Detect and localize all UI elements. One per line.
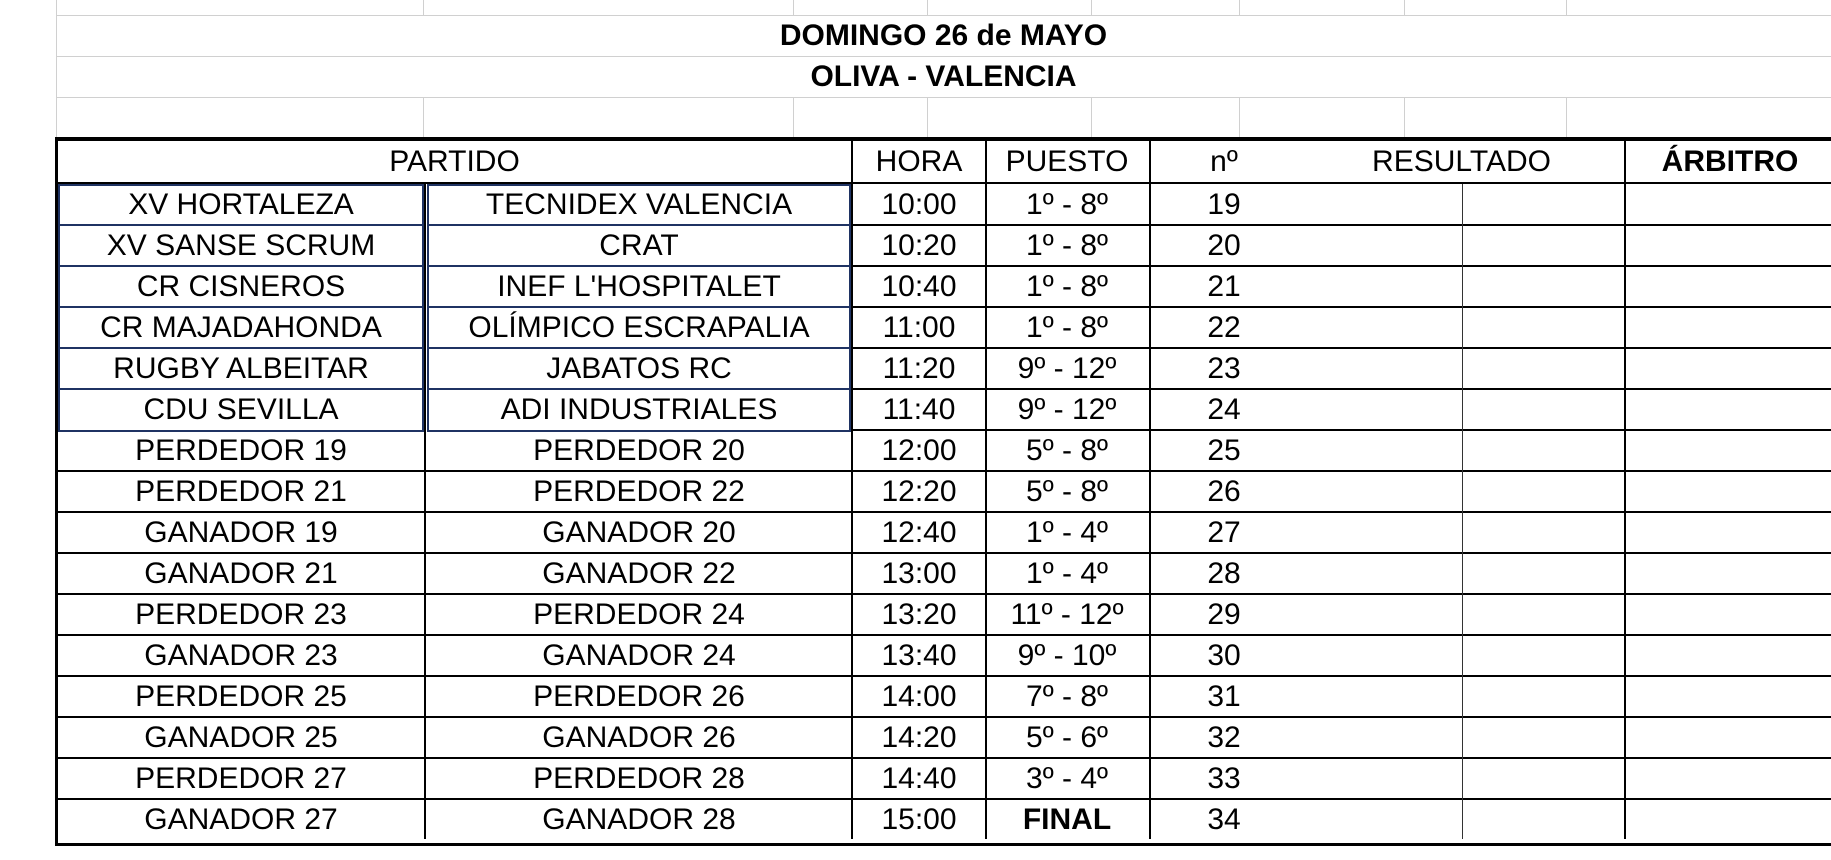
team-row-divider [58,388,424,390]
position-cell: 1º - 8º [1026,188,1108,221]
referee-cell[interactable] [1626,348,1831,389]
position-cell: 7º - 8º [1026,680,1108,713]
referee-cell[interactable] [1626,758,1831,799]
header-numero: nº [1210,145,1238,178]
result-away-cell[interactable] [1463,184,1624,225]
referee-cell[interactable] [1626,717,1831,758]
table-header-row [58,141,1831,182]
team-row-divider [58,347,424,349]
home-team-cell: RUGBY ALBEITAR [113,352,369,385]
referee-cell[interactable] [1626,635,1831,676]
position-cell: 9º - 12º [1017,352,1117,385]
result-home-cell[interactable] [1299,307,1463,348]
match-number-cell: 22 [1207,311,1241,344]
away-team-cell: PERDEDOR 20 [533,434,745,467]
result-away-cell[interactable] [1463,635,1624,676]
position-cell: 1º - 8º [1026,270,1108,303]
table-row [58,430,1831,471]
away-team-cell: GANADOR 28 [542,803,736,836]
result-home-cell[interactable] [1299,594,1463,635]
time-cell: 12:20 [881,475,957,508]
home-team-cell: CR CISNEROS [136,270,346,303]
team-row-divider [427,347,851,349]
result-home-cell[interactable] [1299,553,1463,594]
home-team-cell: PERDEDOR 19 [135,434,347,467]
result-away-cell[interactable] [1463,348,1624,389]
referee-cell[interactable] [1626,594,1831,635]
team-row-divider [427,265,851,267]
match-number-cell: 33 [1207,762,1241,795]
away-team-cell: GANADOR 24 [542,639,736,672]
header-partido: PARTIDO [389,145,520,178]
header-hora: HORA [875,145,963,178]
away-team-cell: GANADOR 22 [542,557,736,590]
referee-cell[interactable] [1626,553,1831,594]
match-number-cell: 24 [1207,393,1241,426]
time-cell: 10:40 [881,270,957,303]
time-cell: 13:00 [881,557,957,590]
referee-cell[interactable] [1626,799,1831,840]
match-number-cell: 27 [1207,516,1241,549]
result-away-cell[interactable] [1463,266,1624,307]
home-team-cell: CR MAJADAHONDA [100,311,382,344]
result-away-cell[interactable] [1463,553,1624,594]
referee-cell[interactable] [1626,389,1831,430]
away-team-cell: JABATOS RC [546,352,732,385]
time-cell: 12:00 [881,434,957,467]
result-home-cell[interactable] [1299,635,1463,676]
time-cell: 11:40 [882,393,956,426]
home-teams-box [58,184,424,432]
resultado-divider [1624,141,1626,839]
match-number-cell: 31 [1207,680,1241,713]
match-number-cell: 28 [1207,557,1241,590]
table-row [58,635,1831,676]
away-teams-box [427,184,851,432]
match-number-cell: 25 [1207,434,1241,467]
result-away-cell[interactable] [1463,799,1624,840]
result-home-cell[interactable] [1299,430,1463,471]
time-cell: 14:20 [881,721,957,754]
time-cell: 10:20 [881,229,957,262]
home-away-divider [424,184,426,839]
header-arbitro: ÁRBITRO [1661,145,1799,178]
match-number-cell: 19 [1207,188,1241,221]
home-team-cell: GANADOR 23 [144,639,338,672]
result-away-cell[interactable] [1463,594,1624,635]
table-row [58,553,1831,594]
away-team-cell: PERDEDOR 24 [533,598,745,631]
time-cell: 13:20 [881,598,957,631]
table-row [58,799,1831,840]
result-home-cell[interactable] [1299,225,1463,266]
away-team-cell: INEF L'HOSPITALET [497,270,781,303]
time-cell: 14:40 [881,762,957,795]
result-away-cell[interactable] [1463,676,1624,717]
header-puesto: PUESTO [1005,145,1129,178]
result-away-cell[interactable] [1463,225,1624,266]
match-number-cell: 34 [1207,803,1241,836]
event-date-title: DOMINGO 26 de MAYO [779,19,1108,52]
result-home-cell[interactable] [1299,676,1463,717]
match-number-cell: 21 [1207,270,1241,303]
table-row [58,594,1831,635]
result-away-cell[interactable] [1463,430,1624,471]
team-row-divider [58,306,424,308]
hora-divider [851,141,853,839]
result-home-cell[interactable] [1299,266,1463,307]
home-team-cell: CDU SEVILLA [143,393,339,426]
result-home-cell[interactable] [1299,471,1463,512]
header-resultado: RESULTADO [1372,145,1551,178]
result-away-cell[interactable] [1463,717,1624,758]
position-cell: 1º - 4º [1026,516,1108,549]
numero-divider [1149,141,1151,839]
referee-cell[interactable] [1626,225,1831,266]
match-number-cell: 26 [1207,475,1241,508]
result-away-cell[interactable] [1463,307,1624,348]
home-team-cell: PERDEDOR 21 [135,475,347,508]
position-cell: 11º - 12º [1010,598,1124,631]
result-home-cell[interactable] [1299,717,1463,758]
referee-cell[interactable] [1626,676,1831,717]
home-team-cell: GANADOR 21 [144,557,338,590]
away-team-cell: OLÍMPICO ESCRAPALIA [468,311,810,344]
away-team-cell: GANADOR 26 [542,721,736,754]
time-cell: 10:00 [881,188,957,221]
match-number-cell: 23 [1207,352,1241,385]
home-team-cell: PERDEDOR 25 [135,680,347,713]
position-cell: 9º - 12º [1017,393,1117,426]
result-home-cell[interactable] [1299,389,1463,430]
referee-cell[interactable] [1626,184,1831,225]
home-team-cell: GANADOR 27 [144,803,338,836]
position-cell: FINAL [1022,803,1112,836]
team-row-divider [427,388,851,390]
match-number-cell: 32 [1207,721,1241,754]
result-away-cell[interactable] [1463,512,1624,553]
result-home-cell[interactable] [1299,512,1463,553]
result-split-divider [1462,184,1463,839]
time-cell: 12:40 [881,516,957,549]
referee-cell[interactable] [1626,266,1831,307]
home-team-cell: GANADOR 19 [144,516,338,549]
result-home-cell[interactable] [1299,799,1463,840]
table-row [58,512,1831,553]
position-cell: 1º - 4º [1026,557,1108,590]
result-home-cell[interactable] [1299,348,1463,389]
away-team-cell: GANADOR 20 [542,516,736,549]
away-team-cell: PERDEDOR 26 [533,680,745,713]
result-home-cell[interactable] [1299,758,1463,799]
result-away-cell[interactable] [1463,758,1624,799]
position-cell: 5º - 8º [1026,475,1108,508]
position-cell: 1º - 8º [1026,311,1108,344]
table-row [58,758,1831,799]
table-row [58,717,1831,758]
home-team-cell: PERDEDOR 23 [135,598,347,631]
result-away-cell[interactable] [1463,389,1624,430]
table-row [58,471,1831,512]
position-cell: 5º - 8º [1026,434,1108,467]
time-cell: 11:00 [882,311,956,344]
away-team-cell: CRAT [599,229,679,262]
team-row-divider [427,306,851,308]
referee-cell[interactable] [1626,512,1831,553]
team-row-divider [427,224,851,226]
match-number-cell: 20 [1207,229,1241,262]
result-away-cell[interactable] [1463,471,1624,512]
position-cell: 1º - 8º [1026,229,1108,262]
position-cell: 5º - 6º [1026,721,1108,754]
referee-cell[interactable] [1626,430,1831,471]
home-team-cell: PERDEDOR 27 [135,762,347,795]
time-cell: 15:00 [881,803,957,836]
position-cell: 9º - 10º [1017,639,1117,672]
home-team-cell: XV HORTALEZA [128,188,354,221]
referee-cell[interactable] [1626,307,1831,348]
home-team-cell: XV SANSE SCRUM [106,229,376,262]
away-team-cell: ADI INDUSTRIALES [500,393,778,426]
position-cell: 3º - 4º [1026,762,1108,795]
home-team-cell: GANADOR 25 [144,721,338,754]
time-cell: 13:40 [881,639,957,672]
away-team-cell: TECNIDEX VALENCIA [485,188,793,221]
match-schedule-table [55,137,1831,846]
match-number-cell: 29 [1207,598,1241,631]
referee-cell[interactable] [1626,471,1831,512]
table-row [58,676,1831,717]
team-row-divider [58,224,424,226]
away-team-cell: PERDEDOR 28 [533,762,745,795]
time-cell: 11:20 [882,352,956,385]
team-row-divider [58,265,424,267]
result-home-cell[interactable] [1299,184,1463,225]
away-team-cell: PERDEDOR 22 [533,475,745,508]
puesto-divider [985,141,987,839]
event-venue-title: OLIVA - VALENCIA [810,60,1077,93]
match-number-cell: 30 [1207,639,1241,672]
time-cell: 14:00 [881,680,957,713]
